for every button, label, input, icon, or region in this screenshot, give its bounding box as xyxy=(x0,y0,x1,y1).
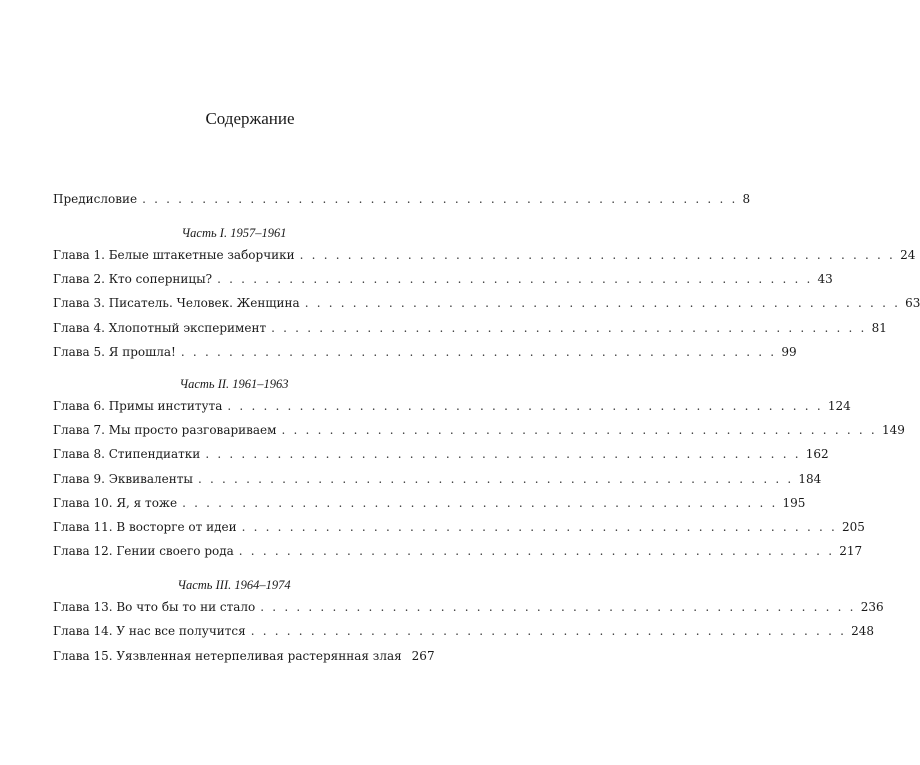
toc-page-number: 184 xyxy=(798,472,822,486)
toc-entry-chapter-11[interactable] xyxy=(53,518,865,536)
toc-entry-label: Глава 11. В восторге от идеи xyxy=(53,520,237,534)
toc-page-number: 63 xyxy=(905,296,920,310)
toc-entry-label: Глава 14. У нас все получится xyxy=(53,624,246,638)
toc-entry-label: Глава 6. Примы института xyxy=(53,399,223,413)
toc-entry-chapter-8[interactable] xyxy=(53,445,829,463)
toc-page-number: 236 xyxy=(860,600,884,614)
toc-entry-label: Глава 13. Во что бы то ни стало xyxy=(53,600,256,614)
toc-page-number: 8 xyxy=(742,192,751,206)
toc-page-number: 217 xyxy=(839,544,863,558)
toc-page-number: 149 xyxy=(881,423,905,437)
dot-leader: . . . . . . . . . . . . . . . . . . . . . . . . . . . . . . . . . . . . . . . . . . . . . . . . . . xyxy=(142,192,738,206)
toc-page-number: 43 xyxy=(817,272,833,286)
toc-entry-chapter-7[interactable] xyxy=(53,421,905,439)
toc-entry-chapter-1[interactable] xyxy=(53,246,916,264)
dot-leader: . . . . . . . . . . . . . . . . . . . . . . . . . . . . . . . . . . . . . . . . . . . . . . . . . . xyxy=(271,321,867,335)
toc-page-number: 124 xyxy=(827,399,851,413)
dot-leader: . . . . . . . . . . . . . . . . . . . . . . . . . . . . . . . . . . . . . . . . . . . . . . . . . . xyxy=(304,296,901,310)
toc-entry-label: Глава 2. Кто соперницы? xyxy=(53,272,213,286)
part-heading: Часть III. 1964–1974 xyxy=(177,578,291,592)
toc-entry-chapter-13[interactable] xyxy=(53,598,884,616)
dot-leader: . . . . . . . . . . . . . . . . . . . . . . . . . . . . . . . . . . . . . . . . . . . . . . . . . . xyxy=(238,544,835,558)
toc-page-number: 81 xyxy=(871,321,887,335)
toc-entry-chapter-9[interactable] xyxy=(53,470,822,488)
dot-leader: . . . . . . . . . . . . . . . . . . . . . . . . . . . . . . . . . . . . . . . . . . . . . . . . . . xyxy=(217,272,813,286)
toc-entry-label: Глава 4. Хлопотный эксперимент xyxy=(53,321,267,335)
toc-page-number: 99 xyxy=(781,345,797,359)
dot-leader: . . . . . . . . . . . . . . . . . . . . . . . . . . . . . . . . . . . . . . . . . . . . . . . . . . xyxy=(227,399,823,413)
dot-leader: . . . . . . . . . . . . . . . . . . . . . . . . . . . . . . . . . . . . . . . . . . . . . . . . . . xyxy=(241,520,838,534)
toc-entry-chapter-2[interactable] xyxy=(53,270,833,288)
part-heading: Часть I. 1957–1961 xyxy=(181,226,287,240)
toc-page-number: 195 xyxy=(782,496,806,510)
toc-entry-chapter-6[interactable] xyxy=(53,397,851,415)
toc-entry-label: Глава 9. Эквиваленты xyxy=(53,472,193,486)
toc-entry-label: Глава 8. Стипендиатки xyxy=(53,447,201,461)
dot-leader: . . . . . . . . . . . . . . . . . . . . . . . . . . . . . . . . . . . . . . . . . . . . . . . . . . xyxy=(299,248,896,262)
dot-leader: . . . . . . . . . . . . . . . . . . . . . . . . . . . . . . . . . . . . . . . . . . . . . . . . . . xyxy=(250,624,847,638)
dot-leader: . . . . . . . . . . . . . . . . . . . . . . . . . . . . . . . . . . . . . . . . . . . . . . . . . . xyxy=(260,600,856,614)
toc-entry-chapter-12[interactable] xyxy=(53,542,863,560)
toc-entry-chapter-5[interactable] xyxy=(53,343,797,361)
toc-entry-label: Глава 7. Мы просто разговариваем xyxy=(53,423,277,437)
dot-leader: . . . . . . . . . . . . . . . . . . . . . . . . . . . . . . . . . . . . . . . . . . . . . . . . . . xyxy=(205,447,801,461)
part-heading: Часть II. 1961–1963 xyxy=(179,377,289,391)
toc-entry-chapter-4[interactable] xyxy=(53,319,887,337)
toc-page-number: 24 xyxy=(900,248,916,262)
toc-entry-label: Глава 10. Я, я тоже xyxy=(53,496,178,510)
dot-leader: . . . . . . . . . . . . . . . . . . . . . . . . . . . . . . . . . . . . . . . . . . . . . . . . . . xyxy=(182,496,778,510)
toc-entry-chapter-14[interactable] xyxy=(53,622,875,640)
toc-entry-label: Предисловие xyxy=(53,192,138,206)
toc-entry-chapter-10[interactable] xyxy=(53,494,806,512)
toc-entry-label: Глава 5. Я прошла! xyxy=(53,345,176,359)
toc-entry-label: Глава 12. Гении своего рода xyxy=(53,544,234,558)
toc-entry-label: Глава 15. Уязвленная нетерпеливая растерянная злая xyxy=(53,649,402,663)
toc-page-number: 205 xyxy=(842,520,865,534)
dot-leader: . . . . . . . . . . . . . . . . . . . . . . . . . . . . . . . . . . . . . . . . . . . . . . . . . . xyxy=(197,472,794,486)
dot-leader: . . . . . . . . . . . . . . . . . . . . . . . . . . . . . . . . . . . . . . . . . . . . . . . . . . xyxy=(281,423,877,437)
toc-entry-preface[interactable] xyxy=(53,190,751,208)
toc-page-number: 267 xyxy=(411,649,435,663)
toc-entry-chapter-15[interactable] xyxy=(53,647,435,665)
toc-entry-label: Глава 3. Писатель. Человек. Женщина xyxy=(53,296,300,310)
toc-page-number: 162 xyxy=(805,447,829,461)
toc-entry-label: Глава 1. Белые штакетные заборчики xyxy=(53,248,295,262)
toc-entry-chapter-3[interactable] xyxy=(53,294,920,312)
page-title: Содержание xyxy=(205,109,295,128)
dot-leader: . . . . . . . . . . . . . . . . . . . . . . . . . . . . . . . . . . . . . . . . . . . . . . . . . . xyxy=(180,345,777,359)
toc-page-number: 248 xyxy=(851,624,875,638)
